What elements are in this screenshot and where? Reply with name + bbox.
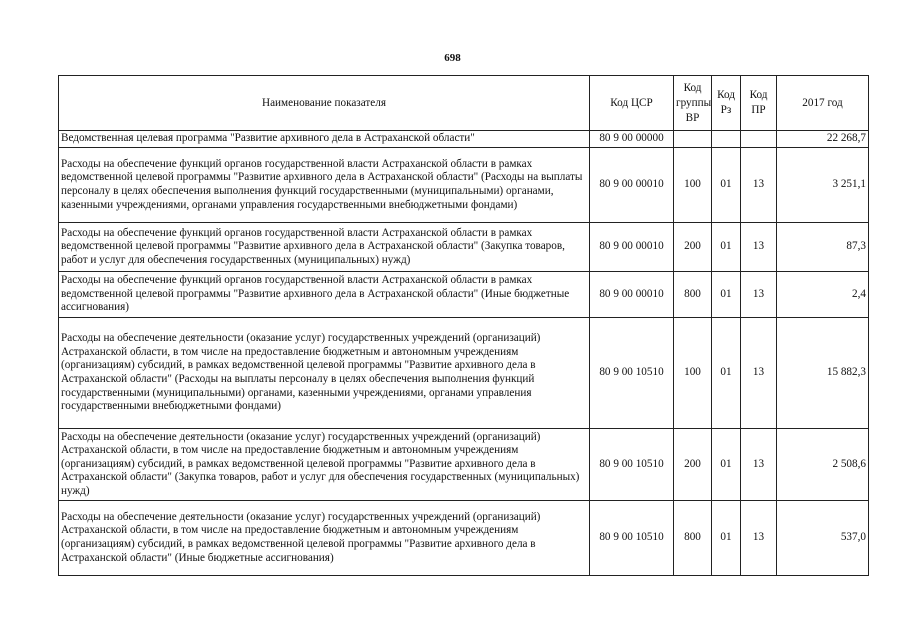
- cell-pr: 13: [741, 148, 777, 223]
- table-header-row: [59, 76, 869, 131]
- page-number: 698: [444, 52, 461, 64]
- cell-rz: 01: [712, 318, 741, 429]
- cell-name: Расходы на обеспечение деятельности (оказание услуг) государственных учреждений (организаций) Астраханской области, в том числе на предоставление бюджетным и автономным учреждениям (организациям) субсидий, в рамках ведомственной целевой программы "Развитие архивного дела в Астраханской области" (Иные бюджетные ассигнования): [59, 501, 590, 576]
- header-csr: Код ЦСР: [590, 76, 674, 131]
- table-row: [59, 501, 869, 576]
- cell-amount: 537,0: [777, 501, 869, 576]
- header-vr: Код группы ВР: [674, 76, 712, 131]
- cell-csr: 80 9 00 10510: [590, 501, 674, 576]
- cell-pr: 13: [741, 272, 777, 318]
- cell-vr: 200: [674, 429, 712, 501]
- cell-csr: 80 9 00 00000: [590, 131, 674, 148]
- cell-amount: 15 882,3: [777, 318, 869, 429]
- cell-name: Расходы на обеспечение деятельности (оказание услуг) государственных учреждений (организаций) Астраханской области, в том числе на предоставление бюджетным и автономным учреждениям (организациям) субсидий, в рамках ведомственной целевой программы "Развитие архивного дела в Астраханской области" (Закупка товаров, работ и услуг для обеспечения государственных (муниципальных) нужд): [59, 429, 590, 501]
- cell-pr: 13: [741, 223, 777, 272]
- cell-pr: 13: [741, 429, 777, 501]
- cell-name: Ведомственная целевая программа "Развитие архивного дела в Астраханской области": [59, 131, 590, 148]
- cell-pr: [741, 131, 777, 148]
- cell-name: Расходы на обеспечение функций органов государственной власти Астраханской области в рамках ведомственной целевой программы "Развитие архивного дела в Астраханской области" (Иные бюджетные ассигнования): [59, 272, 590, 318]
- cell-rz: 01: [712, 223, 741, 272]
- cell-pr: 13: [741, 318, 777, 429]
- cell-rz: 01: [712, 148, 741, 223]
- header-name: Наименование показателя: [59, 76, 590, 131]
- table-row: [59, 429, 869, 501]
- cell-name: Расходы на обеспечение функций органов государственной власти Астраханской области в рамках ведомственной целевой программы "Развитие архивного дела в Астраханской области" (Расходы на выплаты персоналу в целях обеспечения выполнения функций государственными (муниципальными) органами, казенными учреждениями, органами управления государственными внебюджетными фондами): [59, 148, 590, 223]
- cell-csr: 80 9 00 10510: [590, 318, 674, 429]
- budget-table: [58, 75, 869, 576]
- cell-rz: 01: [712, 429, 741, 501]
- header-year: 2017 год: [777, 76, 869, 131]
- cell-name: Расходы на обеспечение деятельности (оказание услуг) государственных учреждений (организаций) Астраханской области, в том числе на предоставление бюджетным и автономным учреждениям (организациям) субсидий, в рамках ведомственной целевой программы "Развитие архивного дела в Астраханской области" (Расходы на выплаты персоналу в целях обеспечения выполнения функций государственными (муниципальными) органами, казенными учреждениями, органами управления государственными внебюджетными фондами): [59, 318, 590, 429]
- cell-amount: 22 268,7: [777, 131, 869, 148]
- cell-name: Расходы на обеспечение функций органов государственной власти Астраханской области в рамках ведомственной целевой программы "Развитие архивного дела в Астраханской области" (Закупка товаров, работ и услуг для обеспечения государственных (муниципальных) нужд): [59, 223, 590, 272]
- header-pr: Код ПР: [741, 76, 777, 131]
- cell-vr: [674, 131, 712, 148]
- cell-vr: 800: [674, 272, 712, 318]
- cell-csr: 80 9 00 10510: [590, 429, 674, 501]
- cell-csr: 80 9 00 00010: [590, 223, 674, 272]
- cell-rz: 01: [712, 501, 741, 576]
- cell-vr: 200: [674, 223, 712, 272]
- cell-csr: 80 9 00 00010: [590, 148, 674, 223]
- cell-vr: 100: [674, 148, 712, 223]
- cell-vr: 800: [674, 501, 712, 576]
- table-row: [59, 318, 869, 429]
- table-row: [59, 131, 869, 148]
- table-row: [59, 148, 869, 223]
- cell-rz: [712, 131, 741, 148]
- cell-amount: 2,4: [777, 272, 869, 318]
- cell-csr: 80 9 00 00010: [590, 272, 674, 318]
- cell-amount: 2 508,6: [777, 429, 869, 501]
- header-rz: Код Рз: [712, 76, 741, 131]
- cell-pr: 13: [741, 501, 777, 576]
- table-row: [59, 272, 869, 318]
- cell-amount: 87,3: [777, 223, 869, 272]
- cell-rz: 01: [712, 272, 741, 318]
- cell-vr: 100: [674, 318, 712, 429]
- table-row: [59, 223, 869, 272]
- cell-amount: 3 251,1: [777, 148, 869, 223]
